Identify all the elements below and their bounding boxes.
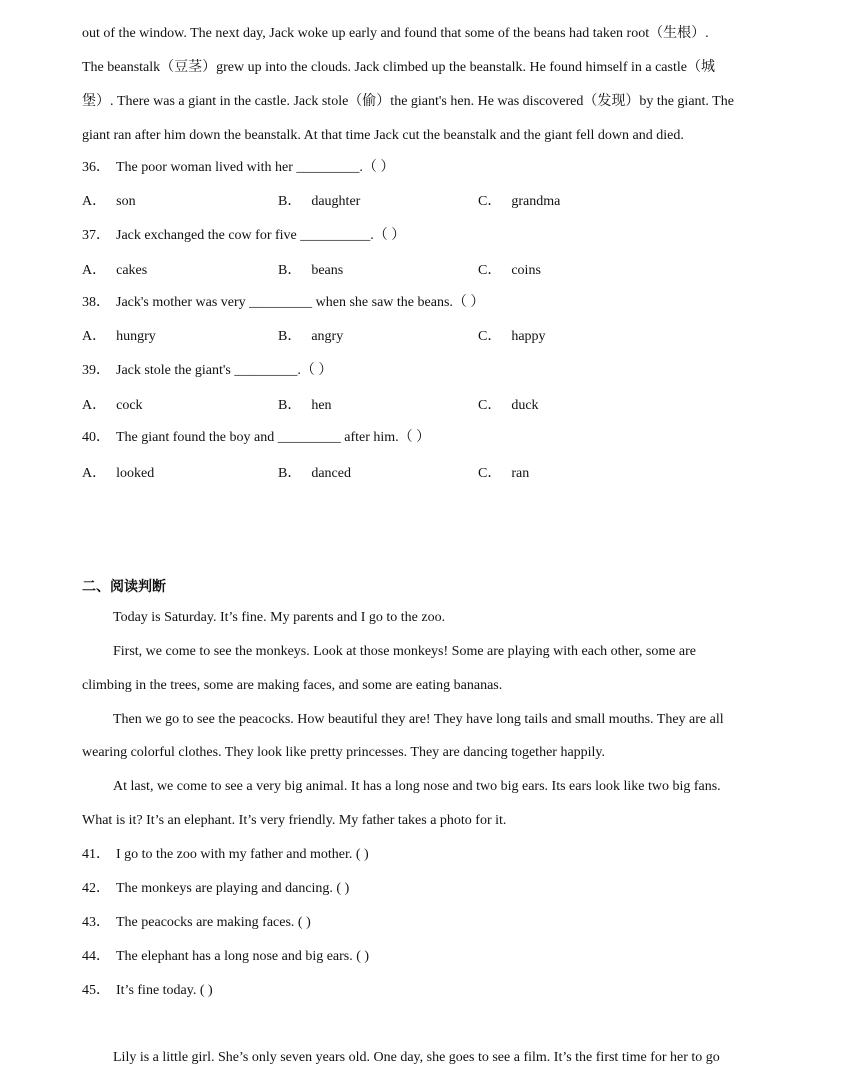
passage1-line-3: 堡）. There was a giant in the castle. Jack stole（偷）the giant's hen. He was discovered（发现）by the giant. The: [82, 94, 734, 109]
option-b[interactable]: B． beans: [278, 263, 344, 278]
passage2-line-2: First, we come to see the monkeys. Look at those monkeys! Some are playing with each other, some are: [113, 644, 697, 659]
question-text: I go to the zoo with my father and mother. ( ): [116, 847, 369, 862]
passage2-line-3: climbing in the trees, some are making faces, and some are eating bananas.: [82, 678, 503, 693]
option-a[interactable]: A． cakes: [82, 263, 148, 278]
question-44[interactable]: [82, 948, 369, 966]
option-c[interactable]: C． happy: [478, 329, 546, 344]
question-number: 36．: [82, 160, 110, 175]
question-number: 44．: [82, 949, 110, 964]
option-a[interactable]: A． son: [82, 194, 136, 209]
question-42[interactable]: [82, 880, 349, 898]
question-number: 43．: [82, 915, 110, 930]
option-a[interactable]: A． cock: [82, 398, 143, 413]
option-b[interactable]: B． danced: [278, 466, 351, 481]
passage2-line-1: Today is Saturday. It’s fine. My parents and I go to the zoo.: [113, 610, 446, 625]
option-b[interactable]: B． angry: [278, 329, 344, 344]
question-36: [82, 159, 394, 177]
option-c[interactable]: C． ran: [478, 466, 530, 481]
question-text: Jack exchanged the cow for five __________.（ ）: [116, 228, 406, 243]
question-38-options: [82, 328, 782, 346]
question-text: The giant found the boy and _________ after him.（ ）: [116, 430, 431, 445]
question-number: 38．: [82, 295, 110, 310]
question-number: 39．: [82, 363, 110, 378]
question-number: 45．: [82, 983, 110, 998]
question-text: Jack stole the giant's _________.（ ）: [116, 363, 333, 378]
passage2-line-5: wearing colorful clothes. They look like pretty princesses. They are dancing together happily.: [82, 745, 606, 760]
passage3-line-1: Lily is a little girl. She’s only seven years old. One day, she goes to see a film. It’s the first time for her to go: [113, 1050, 720, 1065]
option-b[interactable]: B． daughter: [278, 194, 361, 209]
question-text: Jack's mother was very _________ when she saw the beans.（ ）: [116, 295, 485, 310]
question-text: The elephant has a long nose and big ears. ( ): [116, 949, 370, 964]
question-number: 42．: [82, 881, 110, 896]
question-number: 40．: [82, 430, 110, 445]
passage2-line-4: Then we go to see the peacocks. How beautiful they are! They have long tails and small mouths. They are all: [113, 712, 724, 727]
option-a[interactable]: A． looked: [82, 466, 155, 481]
question-number: 37．: [82, 228, 110, 243]
question-38: [82, 294, 484, 312]
question-text: The poor woman lived with her _________.（ ）: [116, 160, 395, 175]
question-45[interactable]: [82, 982, 213, 1000]
option-c[interactable]: C． grandma: [478, 194, 561, 209]
option-c[interactable]: C． coins: [478, 263, 541, 278]
passage2-line-7: What is it? It’s an elephant. It’s very friendly. My father takes a photo for it.: [82, 813, 507, 828]
passage1-line-2: The beanstalk（豆茎）grew up into the clouds. Jack climbed up the beanstalk. He found himself in a castle（城: [82, 60, 715, 75]
question-text: The peacocks are making faces. ( ): [116, 915, 311, 930]
passage1-line-4: giant ran after him down the beanstalk. At that time Jack cut the beanstalk and the giant fell down and died.: [82, 128, 684, 143]
question-number: 41．: [82, 847, 110, 862]
option-c[interactable]: C． duck: [478, 398, 539, 413]
option-a[interactable]: A． hungry: [82, 329, 156, 344]
question-36-options: [82, 193, 782, 211]
question-text: The monkeys are playing and dancing. ( ): [116, 881, 350, 896]
option-b[interactable]: B． hen: [278, 398, 332, 413]
passage1-line-1: out of the window. The next day, Jack woke up early and found that some of the beans had taken root（生根）.: [82, 26, 709, 41]
passage2-line-6: At last, we come to see a very big animal. It has a long nose and two big ears. Its ears look like two big fans.: [113, 779, 721, 794]
question-text: It’s fine today. ( ): [116, 983, 213, 998]
question-40: [82, 429, 430, 447]
question-37: [82, 227, 405, 245]
question-43[interactable]: [82, 914, 311, 932]
question-37-options: [82, 262, 782, 280]
question-39-options: [82, 397, 782, 415]
question-40-options: [82, 465, 782, 483]
question-41[interactable]: [82, 846, 369, 864]
section-title: 二、阅读判断: [82, 579, 166, 595]
question-39: [82, 362, 332, 380]
